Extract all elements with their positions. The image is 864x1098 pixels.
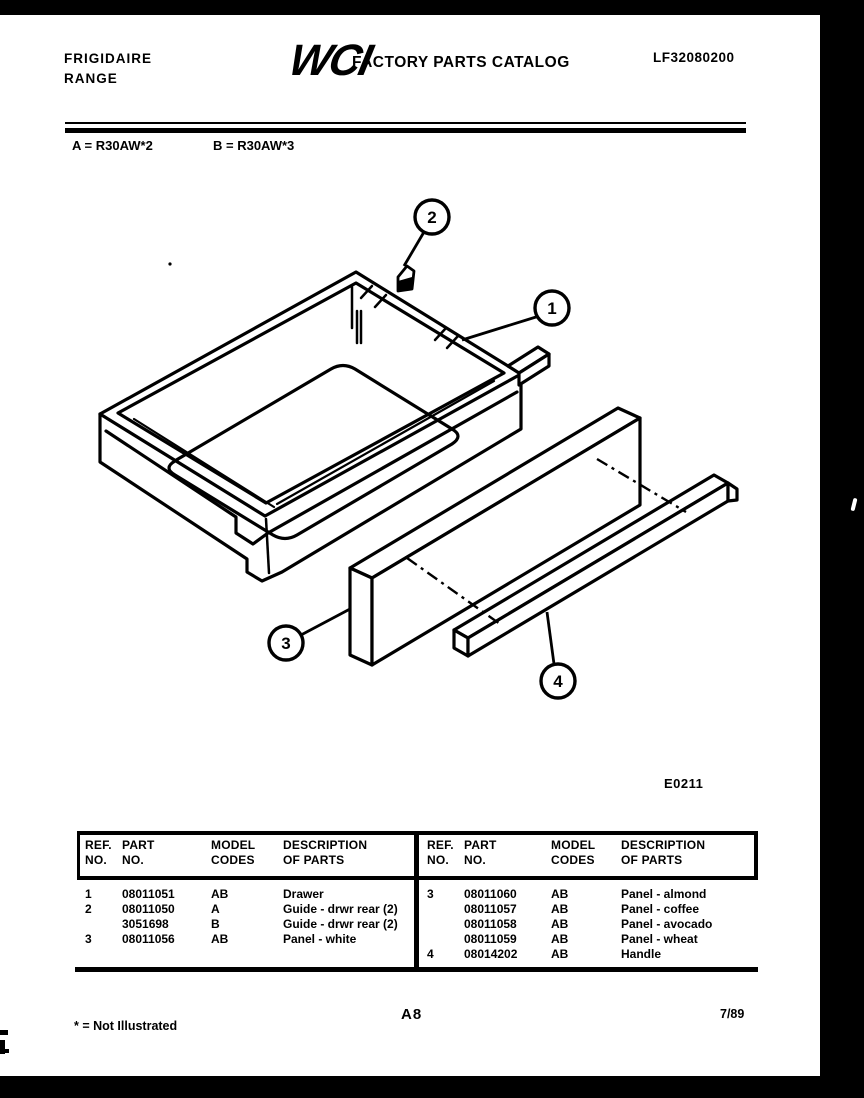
col-header-ref: REF. NO. <box>85 838 112 867</box>
cell-part: 08011056 <box>122 932 175 946</box>
table-header-edge-right <box>754 831 758 880</box>
cell-description: Drawer <box>283 887 324 901</box>
cell-description: Handle <box>621 947 662 961</box>
callout-1-number: 1 <box>547 299 557 318</box>
cell-description: Panel - white <box>283 932 357 946</box>
handle-tip-face <box>728 483 737 501</box>
cell-ref <box>427 932 464 947</box>
date-code: 7/89 <box>720 1007 745 1021</box>
cell-ref: 1 <box>85 887 92 901</box>
callout-2 <box>404 200 449 266</box>
cell-part: 08011051 <box>122 887 175 901</box>
panel-end-face <box>350 568 372 665</box>
callout-3-number: 3 <box>281 634 291 653</box>
cell-part: 08011059 <box>464 932 517 946</box>
clip-illustration <box>398 266 414 291</box>
col-header-description: DESCRIPTION OF PARTS <box>283 838 368 867</box>
cell-description: Panel - coffee <box>621 902 700 916</box>
brand-line-2: RANGE <box>64 71 118 86</box>
cell-ref: 4 <box>427 947 434 961</box>
cell-model: AB <box>211 887 229 901</box>
col-header-part: PART NO. <box>464 838 497 867</box>
page-number: A8 <box>401 1006 423 1023</box>
table-header-edge-left <box>77 831 80 880</box>
col-header-description: DESCRIPTION OF PARTS <box>621 838 706 867</box>
cell-part: 08014202 <box>464 947 518 961</box>
cell-part: 3051698 <box>122 917 169 931</box>
cell-ref <box>427 902 464 917</box>
model-code-a: A = R30AW*2 <box>72 138 153 153</box>
cell-model: AB <box>211 932 229 946</box>
cell-model: AB <box>551 902 569 916</box>
table-row <box>85 917 415 932</box>
table-header-left <box>85 838 415 867</box>
cell-model: B <box>211 917 220 931</box>
table-body-right <box>427 887 752 962</box>
table-row <box>427 932 752 947</box>
table-row <box>427 917 752 932</box>
cell-part: 08011050 <box>122 902 175 916</box>
table-row <box>427 902 752 917</box>
cell-ref: 3 <box>427 887 434 901</box>
cell-description: Panel - avocado <box>621 917 713 931</box>
cell-part: 08011058 <box>464 917 517 931</box>
table-header-right <box>427 838 752 867</box>
cell-ref <box>85 917 122 932</box>
table-row <box>427 947 752 962</box>
col-header-ref: REF. NO. <box>427 838 454 867</box>
cell-description: Guide - drwr rear (2) <box>283 917 398 931</box>
table-row <box>85 932 415 947</box>
callout-4-number: 4 <box>553 672 563 691</box>
cell-description: Panel - almond <box>621 887 707 901</box>
col-header-part: PART NO. <box>122 838 155 867</box>
table-row <box>85 902 415 917</box>
cell-part: 08011057 <box>464 902 517 916</box>
cell-part: 08011060 <box>464 887 517 901</box>
callout-3 <box>269 609 350 660</box>
cell-model: AB <box>551 887 569 901</box>
cell-model: A <box>211 902 220 916</box>
col-header-model: MODEL CODES <box>551 838 596 867</box>
cell-model: AB <box>551 932 569 946</box>
figure-code: E0211 <box>664 776 704 791</box>
brand-line-1: FRIGIDAIRE <box>64 51 153 66</box>
cell-ref: 2 <box>85 902 92 916</box>
callout-4 <box>541 612 575 698</box>
cell-ref <box>427 917 464 932</box>
cell-model: AB <box>551 917 569 931</box>
table-row <box>85 887 415 902</box>
col-header-model: MODEL CODES <box>211 838 256 867</box>
table-body-left <box>85 887 415 947</box>
catalog-title: FACTORY PARTS CATALOG <box>352 54 570 71</box>
cell-description: Guide - drwr rear (2) <box>283 902 398 916</box>
callout-2-number: 2 <box>427 208 437 227</box>
cell-ref: 3 <box>85 932 92 946</box>
callout-1 <box>462 291 569 340</box>
table-row <box>427 887 752 902</box>
drawer-front-corner-edge <box>266 519 269 573</box>
model-code-b: B = R30AW*3 <box>213 138 295 153</box>
not-illustrated-note: * = Not Illustrated <box>74 1019 178 1033</box>
cell-model: AB <box>551 947 569 961</box>
cell-description: Panel - wheat <box>621 932 698 946</box>
wci-logo: WCI <box>284 36 375 85</box>
publication-number: LF32080200 <box>653 50 735 65</box>
